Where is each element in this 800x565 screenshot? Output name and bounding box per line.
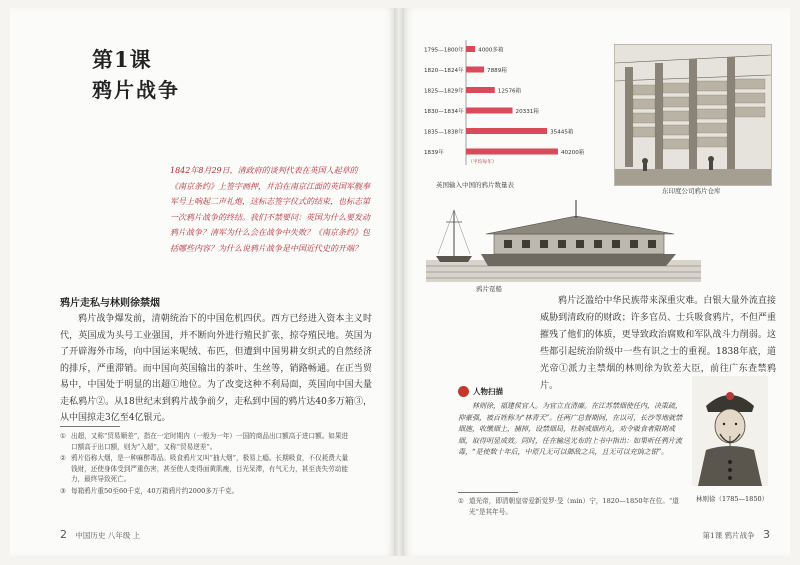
page-number: 3	[763, 528, 770, 541]
chart-caption: 英国输入中国的鸦片数量表	[436, 181, 514, 189]
footnote-text: 鸦片俗称大烟，是一种麻醉毒品。吸食鸦片又叫“抽大烟”，极易上瘾。长期吸食，不仅耗费大量钱财，还使身体受到严重伤害，甚至使人变得面黄肌瘦，目光呆滞，有气无力，甚至丧失劳动能力，最终导致死亡。	[71, 454, 349, 483]
chart-category-label: 1825—1829年	[424, 88, 464, 95]
lin-zexu-portrait	[692, 376, 768, 486]
footnote-text: 出超，又称“贸易顺差”，指在一定时期内（一般为一年）一国的商品出口额高于进口额。如果进口额高于出口额，则为“入超”，又称“贸易逆差”。	[71, 432, 349, 451]
footnote-mark: ②	[60, 454, 66, 462]
opium-ship-illustration	[426, 196, 701, 282]
right-footer	[702, 528, 770, 541]
people-scan-text: 林则徐，福建侯官人。为官立直清廉。在江苏禁烟使任内，决策疏，抑豪强，被百姓称为“林青天”。任两广总督期间，在以可，长沙等地就禁烟施，收缴烟土，捕掉，设禁烟局，杜制戒烟药丸，劝令吸食者限期戒烟，取得明显成效。同时，任在输送光布的上书中指出：如果听任鸦片流毒，“是使数十年后，中原几无可以御敌之兵，且无可以充饷之银”。	[458, 402, 683, 456]
footnote-divider	[458, 492, 518, 493]
chart-bar	[466, 87, 495, 93]
chart-value-label: 40200箱	[561, 150, 585, 156]
right-body-paragraph: 鸦片泛滥给中华民族带来深重灾难。白银大量外流直接威胁到清政府的财政；许多官员、士兵吸食鸦片，不但严重摧残了他们的体质，更导致政治腐败和军队战斗力削弱。这些都引起统治阶级中一些有识之士的重视。1838年底，道光帝①派力主禁烟的林则徐为钦差大臣，前往广东查禁鸦片。	[540, 296, 776, 391]
footnote-divider	[60, 426, 120, 427]
chart-value-label: 4000多箱	[478, 47, 504, 54]
chart-value-label: 35445箱	[550, 129, 574, 136]
warehouse-caption: 东印度公司鸦片仓库	[662, 187, 721, 195]
chart-bar	[466, 149, 558, 155]
right-page	[404, 8, 790, 556]
footnote-1	[60, 431, 352, 452]
portrait-caption: 林则徐（1785—1850）	[696, 495, 769, 503]
people-scan-box	[458, 386, 686, 459]
chart-category-label: 1830—1834年	[424, 109, 464, 115]
left-body-paragraph: 鸦片战争爆发前，清朝统治下的中国危机四伏。西方已经进入资本主义时代，英国成为头号工业强国，并不断向外进行殖民扩张，掠夺殖民地。英国为了开辟海外市场，向中国运来呢绒、布匹，但遭到中国男耕女织式的自然经济的排斥，严重滞销。而中国向英国输出的茶叶、生丝等，销路畅通。在正当贸易中，中国处于明显的出超①地位。为了改变这种不利局面，英国向中国大量走私鸦片②。从18世纪末到鸦片战争前夕，走私到中国的鸦片达40多万箱③，从中国掠走3亿至4亿银元。	[60, 314, 372, 423]
right-footnote	[458, 496, 682, 517]
footnote-mark: ①	[458, 497, 464, 505]
chart-value-label: 20331箱	[515, 109, 539, 115]
footnote-text: 道光帝，即清朝皇帝爱新觉罗·旻（mín）宁，1820—1850年在位。“道光”是其年号。	[469, 497, 679, 516]
lesson-number: 第1课	[92, 47, 152, 72]
chart-category-label: 1820—1824年	[424, 68, 464, 74]
lesson-title: 鸦片战争	[92, 78, 180, 102]
book-name: 中国历史 八年级 上	[75, 531, 141, 540]
people-scan-title: 人物扫描	[473, 387, 503, 396]
footnote-2	[60, 453, 352, 485]
chart-bar	[466, 108, 513, 114]
chart-bar	[466, 128, 547, 134]
left-page	[10, 8, 394, 556]
left-footer	[60, 528, 140, 541]
page-number: 2	[60, 528, 67, 541]
people-scan-heading	[458, 386, 686, 397]
left-footnotes	[60, 431, 352, 497]
footnote-mark: ①	[60, 432, 66, 440]
footnote-text: 每箱鸦片重50至60千克，40万箱鸦片约2000多万千克。	[71, 486, 239, 495]
chart-category-label: 1835—1838年	[424, 129, 464, 136]
footnote-3	[60, 486, 352, 497]
chart-category-label: 1795—1800年	[424, 47, 464, 54]
person-icon	[458, 386, 469, 397]
opium-import-chart	[422, 38, 612, 178]
footer-label: 第1课 鸦片战争	[702, 531, 755, 540]
footnote-mark: ③	[60, 486, 66, 495]
book-gutter	[394, 8, 404, 556]
chart-category-label: 1839年	[424, 150, 444, 156]
lesson-intro: 1842年8月29日，清政府的谈判代表在英国人起草的《南京条约》上签字画押，并泊在南京江面的英国军舰奉军号上响起二声礼炮，这标志签字仪式的结束，也标志第一次鸦片战争的终结。我们不禁要问：英国为什么要发动鸦片战争？清军为什么会在战争中失败？《南京条约》包括哪些内容？为什么说鸦片战争是中国近代史的开端？	[170, 166, 370, 253]
chart-value-label: 12576箱	[497, 88, 522, 95]
chart-note: （平均每年）	[468, 160, 497, 165]
chart-value-label: 7889箱	[487, 68, 507, 74]
warehouse-engraving	[615, 45, 771, 185]
chart-bar	[466, 46, 475, 52]
left-body-text	[60, 311, 372, 427]
ship-caption: 鸦片趸船	[476, 285, 502, 293]
section-heading: 鸦片走私与林则徐禁烟	[60, 298, 160, 309]
chart-bar	[466, 67, 484, 73]
warehouse-illustration	[614, 44, 772, 186]
